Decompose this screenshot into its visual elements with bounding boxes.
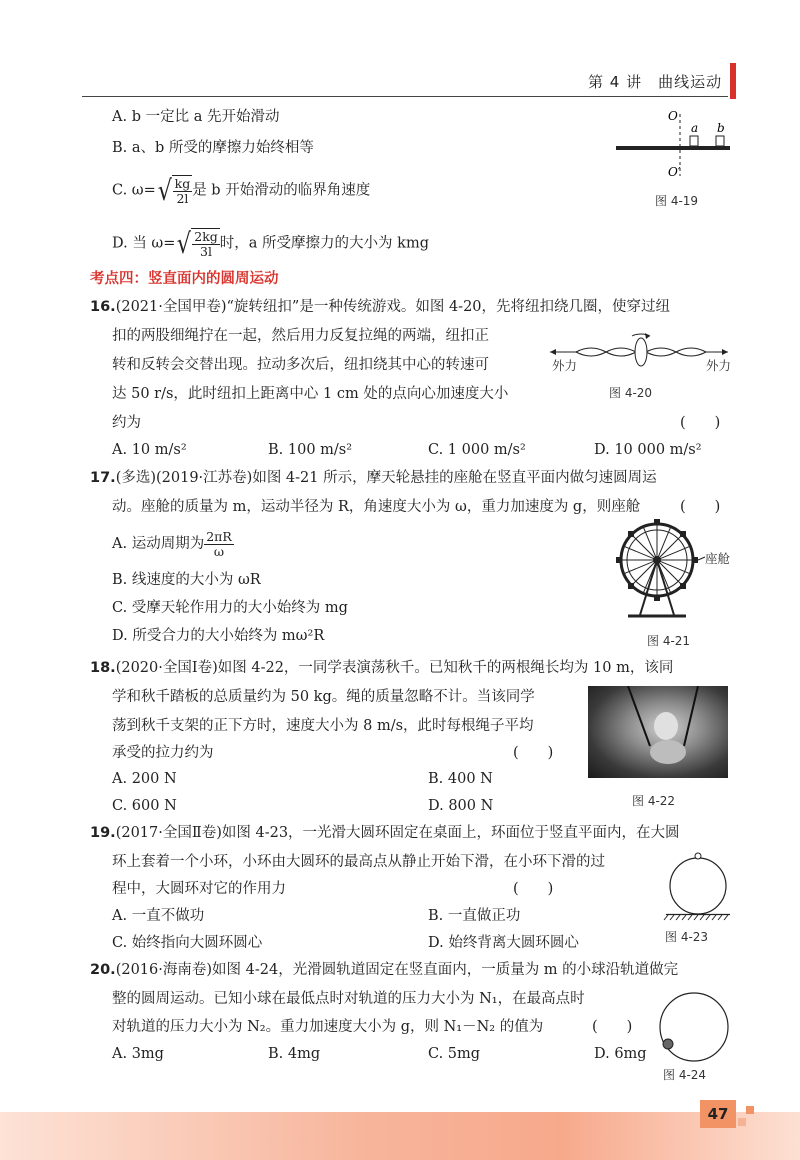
q15-option-d: D. 当 ω=√ $\frac{2kg}{3l}$ 时，a 所受摩擦力的大小为 kmg xyxy=(112,226,429,260)
fig419-label-b: b xyxy=(717,121,725,135)
q15-option-c: C. ω=√ $\frac{kg}{2l}$ 是 b 开始滑动的临界角速度 xyxy=(112,173,371,207)
q18-number: 18. xyxy=(90,660,116,676)
q16-line-1: 16.(2021·全国甲卷)“旋转纽扣”是一种传统游戏。如图 4-20，先将纽扣绕几圈，使穿过纽 xyxy=(90,299,671,315)
figure-4-22-photo xyxy=(588,686,728,778)
q16-answer-bracket: ( ) xyxy=(680,415,721,431)
footer-decoration xyxy=(746,1106,754,1114)
q17-option-b: B. 线速度的大小为 ωR xyxy=(112,572,261,588)
q19-line-1: 19.(2017·全国Ⅱ卷)如图 4-23，一光滑大圆环固定在桌面上，环面位于竖直平面内，在大圆 xyxy=(90,825,680,841)
q16-option-d: D. 10 000 m/s² xyxy=(594,442,702,458)
figure-4-23 xyxy=(660,850,736,922)
q15-option-b: B. a、b 所受的摩擦力始终相等 xyxy=(112,140,314,156)
q18-line-2: 学和秋千踏板的总质量约为 50 kg。绳的质量忽略不计。当该同学 xyxy=(112,689,535,705)
q16-line-2: 扣的两股细绳拧在一起，然后用力反复拉绳的两端，纽扣正 xyxy=(112,328,489,344)
q19-number: 19. xyxy=(90,825,116,841)
page-number: 47 xyxy=(700,1100,736,1128)
q17-line-2: 动。座舱的质量为 m，运动半径为 R，角速度大小为 ω，重力加速度为 g，则座舱 xyxy=(112,499,641,515)
chapter-title: 第 4 讲 曲线运动 xyxy=(588,73,723,91)
q19-line-2: 环上套着一个小环，小环由大圆环的最高点从静止开始下滑，在小环下滑的过 xyxy=(112,854,605,870)
header-rule xyxy=(82,96,728,97)
figure-4-21 xyxy=(612,515,708,623)
q18-option-c: C. 600 N xyxy=(112,798,177,814)
q16-option-c: C. 1 000 m/s² xyxy=(428,442,526,458)
q18-answer-bracket: ( ) xyxy=(513,745,554,761)
fig419-label-o: O xyxy=(668,109,678,123)
q20-line-3: 对轨道的压力大小为 N₂。重力加速度大小为 g，则 N₁－N₂ 的值为 xyxy=(112,1019,544,1035)
q18-line-4: 承受的拉力约为 xyxy=(112,745,214,761)
q20-option-a: A. 3mg xyxy=(112,1046,164,1062)
section-heading: 考点四：竖直面内的圆周运动 xyxy=(90,271,279,287)
q16-line-4: 达 50 r/s，此时纽扣上距离中心 1 cm 处的点向心加速度大小 xyxy=(112,386,509,402)
q18-option-b: B. 400 N xyxy=(428,771,493,787)
q16-line-5: 约为 xyxy=(112,415,141,431)
q20-line-1: 20.(2016·海南卷)如图 4-24，光滑圆轨道固定在竖直面内，一质量为 m 的小球沿轨道做完 xyxy=(90,962,679,978)
q15-option-a: A. b 一定比 a 先开始滑动 xyxy=(112,109,280,125)
fig421-caption: 图 4-21 xyxy=(647,634,691,648)
q17-number: 17. xyxy=(90,470,116,486)
fig420-caption: 图 4-20 xyxy=(609,386,653,400)
fig423-caption: 图 4-23 xyxy=(665,930,709,944)
q19-option-a: A. 一直不做功 xyxy=(112,908,205,924)
q20-line-2: 整的圆周运动。已知小球在最低点时对轨道的压力大小为 N₁，在最高点时 xyxy=(112,991,585,1007)
q17-answer-bracket: ( ) xyxy=(680,499,721,515)
fig421-label-cabin: 座舱 xyxy=(705,551,731,566)
footer-band xyxy=(0,1112,800,1160)
q16-option-b: B. 100 m/s² xyxy=(268,442,353,458)
footer-decoration xyxy=(738,1118,746,1126)
fig420-left-label: 外力 xyxy=(552,358,578,373)
fig420-right-label: 外力 xyxy=(706,358,732,373)
figure-4-24 xyxy=(654,990,734,1066)
q16-option-a: A. 10 m/s² xyxy=(112,442,187,458)
q16-line-3: 转和反转会交替出现。拉动多次后，纽扣绕其中心的转速可 xyxy=(112,357,489,373)
fig419-label-oprime: O′ xyxy=(668,165,681,179)
q19-option-d: D. 始终背离大圆环圆心 xyxy=(428,935,579,951)
q20-option-b: B. 4mg xyxy=(268,1046,321,1062)
q20-number: 20. xyxy=(90,962,116,978)
q18-option-d: D. 800 N xyxy=(428,798,494,814)
fig419-caption: 图 4-19 xyxy=(655,194,699,208)
fig419-label-a: a xyxy=(691,121,699,135)
q17-option-c: C. 受摩天轮作用力的大小始终为 mg xyxy=(112,600,348,616)
q17-line-1: 17.(多选)(2019·江苏卷)如图 4-21 所示，摩天轮悬挂的座舱在竖直平面内做匀速圆周运 xyxy=(90,470,657,486)
q18-line-3: 荡到秋千支架的正下方时，速度大小为 8 m/s，此时每根绳子平均 xyxy=(112,718,534,734)
q19-option-b: B. 一直做正功 xyxy=(428,908,521,924)
q19-line-3: 程中，大圆环对它的作用力 xyxy=(112,881,286,897)
figure-4-19 xyxy=(612,106,734,188)
q20-answer-bracket: ( ) xyxy=(592,1019,633,1035)
q20-option-d: D. 6mg xyxy=(594,1046,647,1062)
q18-option-a: A. 200 N xyxy=(112,771,177,787)
q19-option-c: C. 始终指向大圆环圆心 xyxy=(112,935,263,951)
fig424-caption: 图 4-24 xyxy=(663,1068,707,1082)
q18-line-1: 18.(2020·全国Ⅰ卷)如图 4-22，一同学表演荡秋千。已知秋千的两根绳长均为 10 m，该同 xyxy=(90,660,674,676)
q20-option-c: C. 5mg xyxy=(428,1046,481,1062)
q16-number: 16. xyxy=(90,299,116,315)
swing-photo-sketch xyxy=(588,686,728,778)
header-accent-bar xyxy=(730,63,736,99)
q19-answer-bracket: ( ) xyxy=(513,881,554,897)
fig422-caption: 图 4-22 xyxy=(632,794,676,808)
q17-option-d: D. 所受合力的大小始终为 mω²R xyxy=(112,628,325,644)
q17-option-a: A. 运动周期为 $\frac{2\pi R}{\omega}$ xyxy=(112,528,232,559)
